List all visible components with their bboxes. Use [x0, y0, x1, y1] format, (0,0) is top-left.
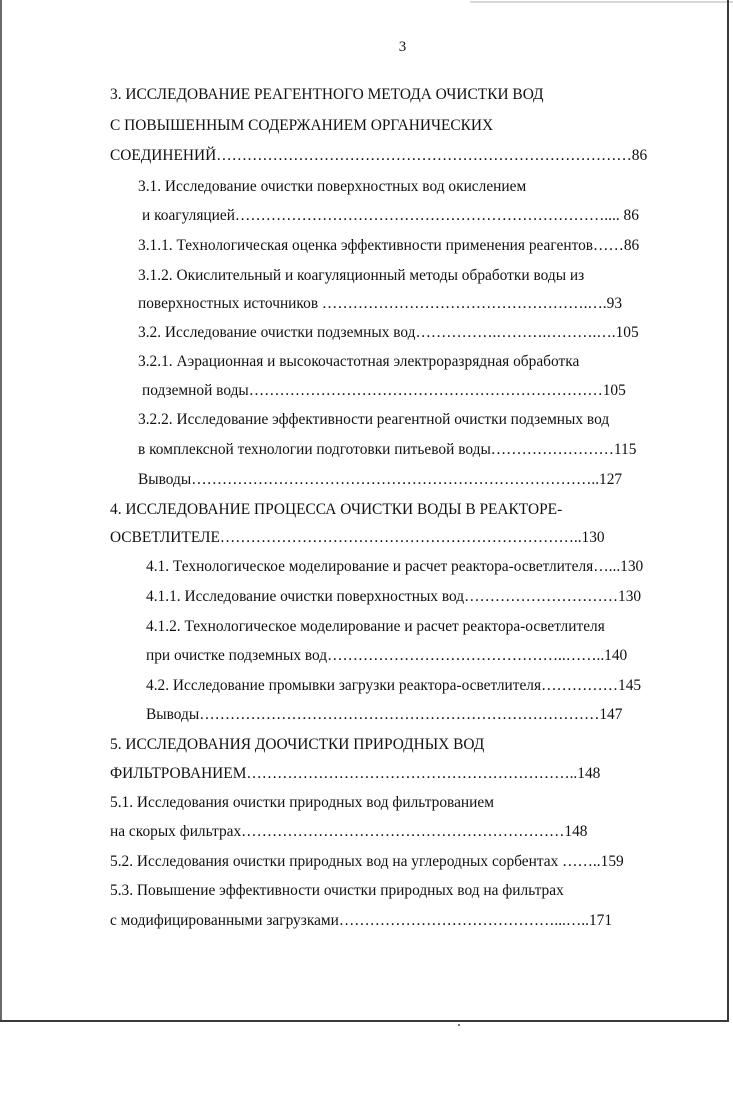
- toc-entry-4-1: 4.1. Технологическое моделирование и расчет реактора-осветлителя…...130: [146, 558, 644, 575]
- toc-entry-5-3-line-1: 5.3. Повышение эффективности очистки природных вод на фильтрах: [110, 882, 564, 899]
- toc-entry-3-2-1-line-1: 3.2.1. Аэрационная и высокочастотная электроразрядная обработка: [138, 353, 580, 370]
- toc-entry-4-2: 4.2. Исследование промывки загрузки реактора-осветлителя……………145: [146, 677, 642, 694]
- scan-speck: [458, 1024, 460, 1026]
- toc-chapter-5-title-line-1: 5. ИССЛЕДОВАНИЯ ДООЧИСТКИ ПРИРОДНЫХ ВОД: [110, 736, 485, 753]
- toc-chapter-3-title-line-2: С ПОВЫШЕННЫМ СОДЕРЖАНИЕМ ОРГАНИЧЕСКИХ: [110, 117, 494, 134]
- scan-edge-bottom: [0, 1020, 729, 1022]
- toc-chapter-5-title-line-2: ФИЛЬТРОВАНИЕМ………………………………………………………..148: [110, 765, 601, 782]
- toc-entry-3-1-2-line-1: 3.1.2. Окислительный и коагуляционный методы обработки воды из: [138, 267, 585, 284]
- scan-edge-right: [727, 0, 729, 1022]
- toc-entry-3-1-line-2: и коагуляцией……………………………………………………………….... 86: [142, 207, 639, 224]
- toc-chapter-3-title-line-3: СОЕДИНЕНИЙ………………………………………………………………………86: [110, 147, 648, 164]
- toc-entry-3-2-2-line-2: в комплексной технологии подготовки питьевой воды……………………115: [138, 441, 637, 458]
- toc-entry-5-2: 5.2. Исследования очистки природных вод на углеродных сорбентах ……..159: [110, 853, 624, 870]
- toc-entry-4-1-2-line-2: при очистке подземных вод………………………………………..……..140: [146, 647, 628, 664]
- toc-entry-4-1-1: 4.1.1. Исследование очистки поверхностных вод…………………………130: [146, 588, 642, 605]
- toc-entry-4-conclusions: Выводы……………………………………………………………………147: [146, 706, 623, 723]
- toc-chapter-4-title-line-1: 4. ИССЛЕДОВАНИЕ ПРОЦЕССА ОЧИСТКИ ВОДЫ В РЕАКТОРЕ-: [110, 501, 563, 518]
- page-number: 3: [398, 39, 407, 55]
- toc-entry-3-2: 3.2. Исследование очистки подземных вод…………….……….……….….105: [138, 324, 639, 341]
- toc-entry-3-conclusions: Выводы……………………………………………………………………..127: [138, 471, 623, 488]
- toc-entry-5-1-line-1: 5.1. Исследования очистки природных вод фильтрованием: [110, 794, 494, 811]
- toc-entry-4-1-2-line-1: 4.1.2. Технологическое моделирование и расчет реактора-осветлителя: [146, 618, 605, 635]
- toc-chapter-4-title-line-2: ОСВЕТЛИТЕЛЕ……………………………………………………………..130: [110, 529, 605, 546]
- toc-entry-3-1-line-1: 3.1. Исследование очистки поверхностных вод окислением: [138, 178, 527, 195]
- toc-entry-3-1-1: 3.1.1. Технологическая оценка эффективности применения реагентов……86: [138, 237, 640, 254]
- toc-entry-3-2-1-line-2: подземной воды……………………………………………………………105: [142, 382, 626, 399]
- toc-entry-3-1-2-line-2: поверхностных источников …………………………………………….….93: [138, 295, 623, 312]
- scan-edge-top: [470, 1, 733, 3]
- scan-edge-left: [0, 0, 2, 1022]
- toc-entry-3-2-2-line-1: 3.2.2. Исследование эффективности реагентной очистки подземных вод: [138, 411, 610, 428]
- toc-entry-5-1-line-2: на скорых фильтрах………………………………………………………148: [110, 823, 588, 840]
- toc-chapter-3-title-line-1: 3. ИССЛЕДОВАНИЕ РЕАГЕНТНОГО МЕТОДА ОЧИСТКИ ВОД: [110, 86, 544, 103]
- toc-entry-5-3-line-2: с модифицированными загрузками……………………………………...…..171: [110, 912, 613, 929]
